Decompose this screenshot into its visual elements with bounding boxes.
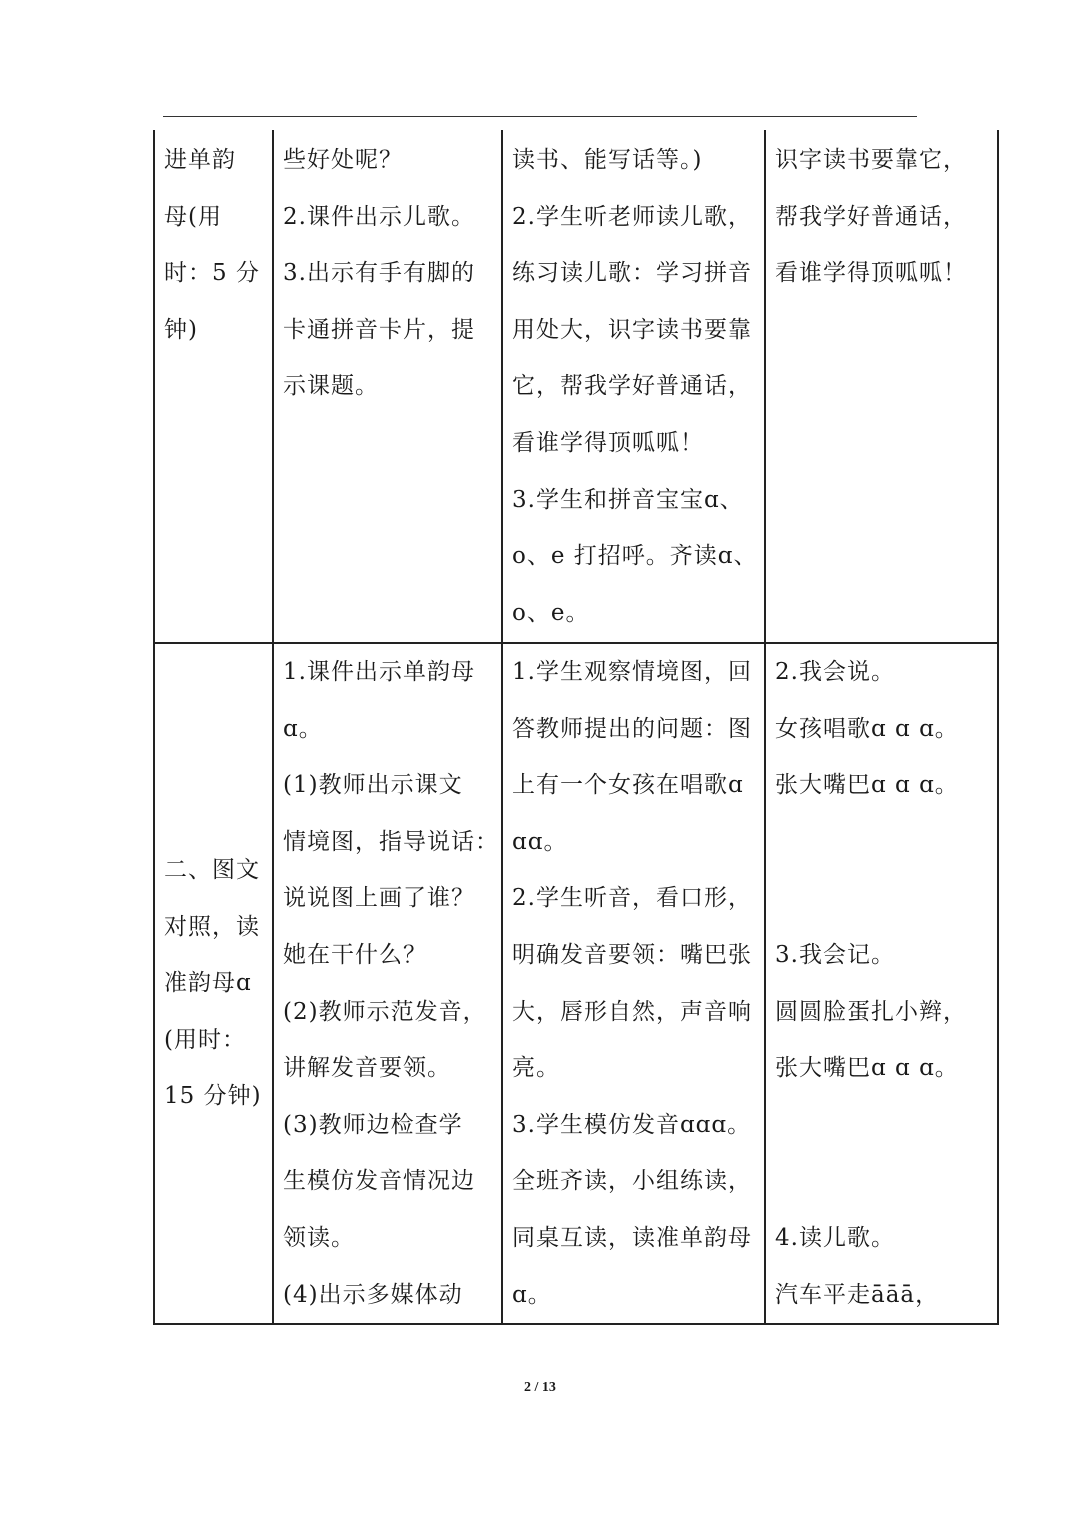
blank-line xyxy=(766,814,997,871)
stage-line: 钟) xyxy=(164,316,198,343)
teacher-line: (2)教师示范发音， xyxy=(283,998,487,1025)
design-line: 汽车平走āāā， xyxy=(775,1281,940,1308)
student-line: o、e。 xyxy=(512,599,590,626)
teacher-line: 些好处呢？ xyxy=(283,147,403,173)
design-line: 女孩唱歌ɑ ɑ ɑ。 xyxy=(775,715,959,742)
student-line: 全班齐读，小组练读， xyxy=(512,1168,752,1195)
stage-line: 15 分钟) xyxy=(164,1083,262,1110)
stage-line: 时：5 分 xyxy=(164,260,260,287)
student-line: 上有一个女孩在唱歌ɑ xyxy=(512,772,744,799)
student-activity-cell xyxy=(502,130,765,643)
teacher-line: 领读。 xyxy=(283,1224,355,1251)
student-line: 看谁学得顶呱呱！ xyxy=(512,429,704,456)
design-line: 2.我会说。 xyxy=(775,659,895,685)
blank-line xyxy=(766,1153,997,1210)
stage-cell xyxy=(154,643,273,1324)
student-line: 同桌互读，读准单韵母 xyxy=(512,1224,752,1251)
teacher-line: 她在干什么？ xyxy=(283,941,427,968)
teacher-line: 示课题。 xyxy=(283,373,379,400)
teacher-line: 2.课件出示儿歌。 xyxy=(283,203,475,230)
design-line: 4.读儿歌。 xyxy=(775,1224,895,1251)
blank-line xyxy=(766,1097,997,1154)
blank-line xyxy=(766,870,997,927)
stage-line: (用时： xyxy=(164,1026,246,1053)
student-line: 1.学生观察情境图，回 xyxy=(512,659,752,685)
student-line: 它，帮我学好普通话， xyxy=(512,373,752,400)
student-line: 读书、能写话等。) xyxy=(512,147,703,173)
student-line: 3.学生和拼音宝宝ɑ、 xyxy=(512,486,744,513)
teacher-activity-cell xyxy=(273,130,502,643)
design-intent-cell xyxy=(765,643,998,1324)
design-line: 看谁学得顶呱呱！ xyxy=(775,260,967,287)
student-line: 2.学生听音，看口形， xyxy=(512,885,752,912)
student-line: 2.学生听老师读儿歌， xyxy=(512,203,752,230)
student-line: 用处大，识字读书要靠 xyxy=(512,316,752,343)
teacher-line: 情境图，指导说话： xyxy=(283,828,499,855)
teacher-activity-cell xyxy=(273,643,502,1324)
page-number: 2 / 13 xyxy=(524,1380,556,1395)
student-line: 亮。 xyxy=(512,1055,560,1082)
teacher-line: 说说图上画了谁？ xyxy=(283,885,475,912)
teacher-line: 1.课件出示单韵母 xyxy=(283,659,475,685)
student-line: 3.学生模仿发音ɑɑɑ。 xyxy=(512,1111,752,1138)
student-line: 答教师提出的问题：图 xyxy=(512,715,752,742)
stage-line: 准韵母ɑ xyxy=(164,970,252,997)
header-rule xyxy=(163,116,917,117)
teacher-line: 生模仿发音情况边 xyxy=(283,1168,475,1195)
stage-line: 进单韵 xyxy=(164,147,236,173)
student-line: o、e 打招呼。齐读ɑ、 xyxy=(512,543,758,570)
student-line: 练习读儿歌：学习拼音 xyxy=(512,260,752,287)
design-line: 张大嘴巴ɑ ɑ ɑ。 xyxy=(775,772,959,799)
stage-line: 二、图文 xyxy=(164,857,260,884)
student-line: ɑ。 xyxy=(512,1281,552,1308)
table-row xyxy=(154,130,998,643)
design-line: 3.我会记。 xyxy=(775,941,895,968)
design-intent-cell xyxy=(765,130,998,643)
teacher-line: (1)教师出示课文 xyxy=(283,772,463,799)
student-line: 明确发音要领：嘴巴张 xyxy=(512,941,752,968)
teacher-line: 讲解发音要领。 xyxy=(283,1055,451,1082)
teacher-line: 3.出示有手有脚的 xyxy=(283,260,475,287)
stage-cell xyxy=(154,130,273,643)
stage-line: 母(用 xyxy=(164,203,222,230)
design-line: 张大嘴巴ɑ ɑ ɑ。 xyxy=(775,1055,959,1082)
student-line: 大，唇形自然，声音响 xyxy=(512,998,752,1025)
design-line: 圆圆脸蛋扎小辫， xyxy=(775,998,967,1025)
teacher-line: ɑ。 xyxy=(283,715,323,742)
design-line: 识字读书要靠它， xyxy=(775,147,967,173)
teacher-line: (4)出示多媒体动 xyxy=(283,1281,463,1308)
design-line: 帮我学好普通话， xyxy=(775,203,967,230)
lesson-plan-table xyxy=(153,130,999,1325)
stage-line: 对照，读 xyxy=(164,913,260,940)
table-row xyxy=(154,643,998,1324)
student-line: ɑɑ。 xyxy=(512,828,568,855)
teacher-line: 卡通拼音卡片，提 xyxy=(283,316,475,343)
student-activity-cell xyxy=(502,643,765,1324)
teacher-line: (3)教师边检查学 xyxy=(283,1111,463,1138)
